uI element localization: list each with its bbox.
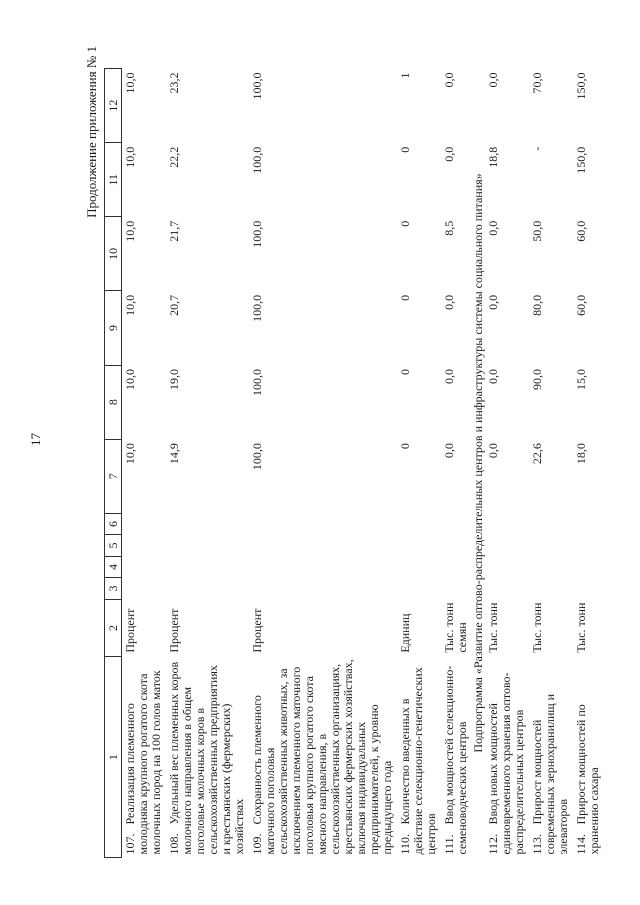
column-header: 4 — [105, 556, 122, 578]
value-cell: 18,8 — [486, 146, 500, 168]
row-number: 109. — [250, 833, 264, 855]
column-header: 11 — [105, 143, 122, 217]
value-cell: 1 — [398, 72, 412, 79]
value-cell: 0,0 — [442, 72, 456, 88]
indicator-cell — [573, 657, 604, 858]
value-cell — [249, 578, 397, 600]
value-cell — [529, 556, 573, 578]
value-cell — [441, 578, 472, 600]
value-cell: 50,0 — [530, 220, 544, 242]
row-number: 107. — [123, 833, 137, 855]
column-header: 5 — [105, 535, 122, 557]
value-cell: 100,0 — [250, 146, 264, 174]
row-number: 113. — [530, 833, 544, 855]
value-cell — [397, 578, 441, 600]
column-header: 2 — [105, 599, 122, 656]
value-cell: 60,0 — [574, 220, 588, 242]
rotated-page — [80, 38, 635, 858]
table-row — [485, 69, 529, 858]
value-cell — [166, 578, 249, 600]
value-cell: 70,0 — [530, 72, 544, 94]
unit-cell: Процент — [250, 608, 264, 653]
value-cell: 0 — [398, 443, 412, 450]
value-cell — [529, 578, 573, 600]
value-cell — [441, 535, 472, 557]
value-cell: 100,0 — [250, 220, 264, 248]
value-cell: 100,0 — [250, 294, 264, 322]
value-cell: 0 — [398, 146, 412, 153]
indicators-table — [104, 68, 604, 858]
value-cell: 10,0 — [123, 72, 137, 94]
column-header: 1 — [105, 657, 122, 858]
value-cell: 0,0 — [486, 369, 500, 385]
value-cell — [573, 578, 604, 600]
value-cell: 0 — [398, 369, 412, 376]
indicator-name: Количество введенных в действие селекционно-генетических центров — [398, 667, 438, 855]
value-cell — [485, 535, 529, 557]
value-cell — [573, 513, 604, 535]
table-row — [397, 69, 441, 858]
table-row — [249, 69, 397, 858]
value-cell: 0,0 — [442, 443, 456, 459]
column-header: 3 — [105, 578, 122, 600]
value-cell: 10,0 — [123, 369, 137, 391]
value-cell — [122, 556, 167, 578]
value-cell — [397, 535, 441, 557]
value-cell: 0,0 — [486, 443, 500, 459]
value-cell: 90,0 — [530, 369, 544, 391]
unit-cell: Процент — [123, 608, 137, 653]
indicator-cell — [529, 657, 573, 858]
unit-cell: Тыс. тонн семян — [442, 602, 469, 653]
unit-cell: Тыс. тонн — [486, 602, 500, 653]
value-cell: 21,7 — [167, 220, 181, 242]
indicator-cell — [397, 657, 441, 858]
value-cell — [485, 556, 529, 578]
row-number: 108. — [167, 833, 181, 855]
column-header: 7 — [105, 439, 122, 513]
value-cell — [573, 556, 604, 578]
unit-cell: Тыс. тонн — [574, 602, 588, 653]
value-cell: 22,2 — [167, 146, 181, 168]
column-header: 10 — [105, 217, 122, 291]
unit-cell: Процент — [167, 608, 181, 653]
value-cell: 18,0 — [574, 443, 588, 465]
row-number: 110. — [398, 833, 412, 855]
appendix-caption: Продолжение приложения № 1 — [84, 46, 99, 218]
value-cell: 0,0 — [442, 146, 456, 162]
table-row — [441, 69, 472, 858]
value-cell: 10,0 — [123, 294, 137, 316]
table-row — [573, 69, 604, 858]
value-cell — [441, 513, 472, 535]
value-cell — [249, 535, 397, 557]
value-cell: 100,0 — [250, 72, 264, 100]
value-cell: 23,2 — [167, 72, 181, 94]
value-cell — [166, 513, 249, 535]
value-cell — [397, 556, 441, 578]
subprogram-title: Подпрограмма «Развитие оптово-распределительных центров и инфраструктуры системы социального питания» — [471, 173, 485, 753]
value-cell — [249, 513, 397, 535]
value-cell — [441, 556, 472, 578]
value-cell: 10,0 — [123, 146, 137, 168]
value-cell: 22,6 — [530, 443, 544, 465]
indicator-cell — [485, 657, 529, 858]
value-cell: 0,0 — [442, 294, 456, 310]
column-header: 8 — [105, 365, 122, 439]
column-header: 12 — [105, 69, 122, 143]
value-cell: 14,9 — [167, 443, 181, 465]
indicator-name: Прирост мощностей современных зернохранилищ и элеваторов — [530, 693, 570, 855]
value-cell — [249, 556, 397, 578]
unit-cell: Тыс. тонн — [530, 602, 544, 653]
column-header: 9 — [105, 291, 122, 365]
value-cell: 8,5 — [442, 220, 456, 236]
value-cell: 19,0 — [167, 369, 181, 391]
value-cell: - — [530, 146, 544, 151]
table-body — [122, 69, 605, 858]
table-row — [122, 69, 167, 858]
value-cell — [166, 535, 249, 557]
indicator-name: Ввод мощностей селекционно-семеноводческих центров — [442, 665, 469, 855]
value-cell — [397, 513, 441, 535]
value-cell: 100,0 — [250, 369, 264, 397]
value-cell: 15,0 — [574, 369, 588, 391]
page-number: 17 — [28, 433, 43, 446]
indicator-cell — [166, 657, 249, 858]
value-cell — [485, 578, 529, 600]
column-header: 6 — [105, 513, 122, 535]
value-cell: 0,0 — [486, 72, 500, 88]
value-cell: 10,0 — [123, 220, 137, 242]
table-row — [166, 69, 249, 858]
subprogram-row — [472, 69, 485, 858]
table-header — [105, 69, 122, 858]
value-cell — [122, 578, 167, 600]
value-cell — [122, 535, 167, 557]
table-row — [529, 69, 573, 858]
unit-cell: Единиц — [398, 613, 412, 653]
value-cell: 20,7 — [167, 294, 181, 316]
value-cell: 80,0 — [530, 294, 544, 316]
value-cell — [529, 535, 573, 557]
value-cell — [573, 535, 604, 557]
row-number: 111. — [442, 834, 456, 855]
value-cell: 100,0 — [250, 443, 264, 471]
value-cell: 0 — [398, 294, 412, 301]
indicator-name: Реализация племенного молодняка крупного рогатого скота молочных пород на 100 голов маток — [123, 670, 163, 855]
value-cell: 150,0 — [574, 146, 588, 174]
indicator-name: Прирост мощностей по хранению сахара — [574, 704, 601, 855]
value-cell: 0,0 — [486, 220, 500, 236]
value-cell: 60,0 — [574, 294, 588, 316]
value-cell: 0,0 — [486, 294, 500, 310]
row-number: 112. — [486, 833, 500, 855]
value-cell: 10,0 — [123, 443, 137, 465]
indicator-cell — [122, 657, 167, 858]
indicator-name: Ввод новых мощностей единовременного хранения оптово-распределительных центров — [486, 672, 526, 855]
value-cell: 0,0 — [442, 369, 456, 385]
row-number: 114. — [574, 833, 588, 855]
value-cell — [166, 556, 249, 578]
value-cell: 0 — [398, 220, 412, 227]
value-cell — [485, 513, 529, 535]
indicator-name: Удельный вес племенных коров молочного направления в общем поголовье молочных коров в сельскохозяйственных предприятиях и крестьянских (фермерских) хозяйствах — [167, 661, 246, 855]
value-cell: 150,0 — [574, 72, 588, 100]
indicator-name: Сохранность племенного маточного поголовья сельскохозяйственных животных, за исключением племенного маточного поголовья крупного рогатого скота мясного направления, в сельскохозяйственных организациях, крестьянских фермерских хозяйствах, включая индивидуальных предпринимателей, к уровню предыдущего года — [250, 659, 394, 855]
indicator-cell — [441, 657, 472, 858]
indicator-cell — [249, 657, 397, 858]
header-row — [105, 69, 122, 858]
value-cell — [122, 513, 167, 535]
value-cell — [529, 513, 573, 535]
